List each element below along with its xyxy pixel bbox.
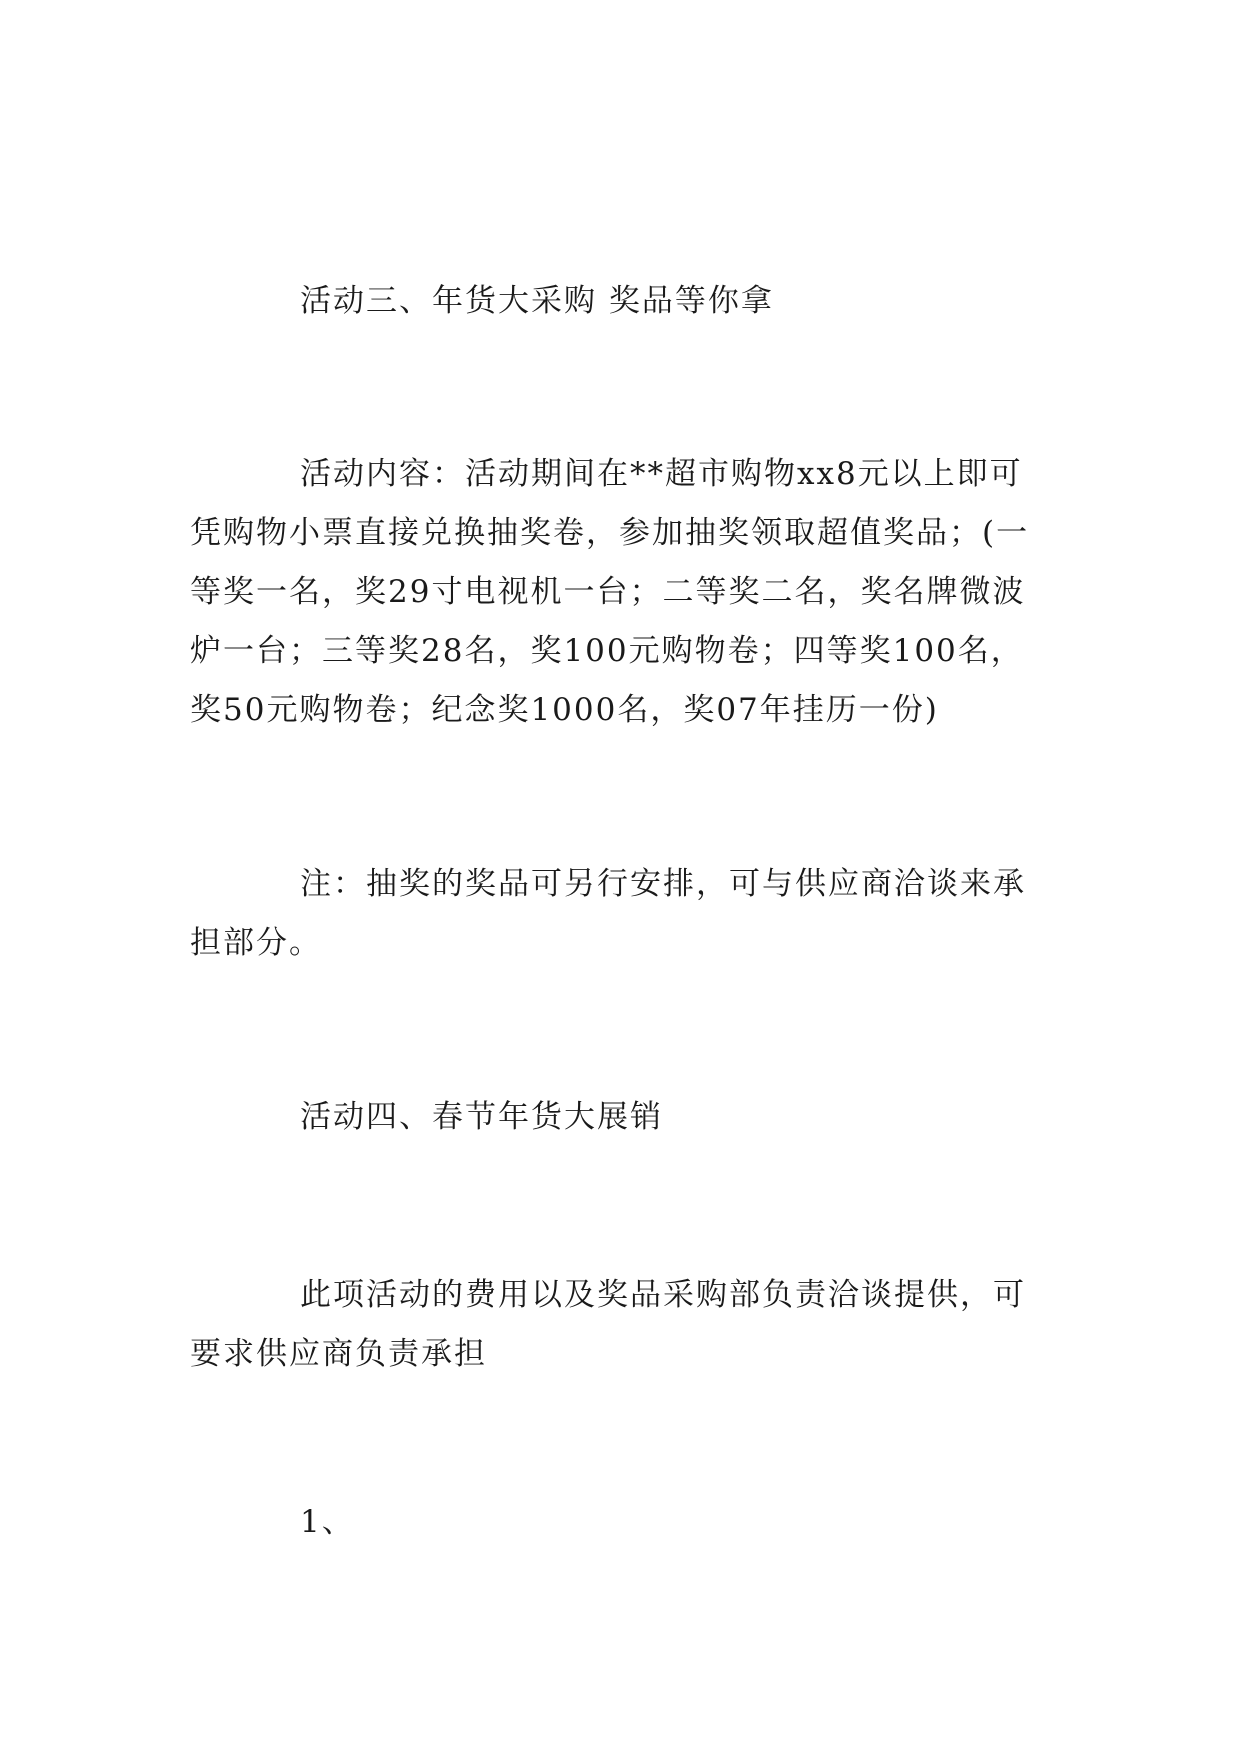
section-heading-activity-3: 活动三、年货大采购 奖品等你拿 <box>300 283 774 319</box>
list-item-number: 1、 <box>300 1504 355 1540</box>
activity-content-paragraph: 活动内容：活动期间在**超市购物xx8元以上即可凭购物小票直接兑换抽奖卷，参加抽奖领取超值奖品；(一等奖一名，奖29寸电视机一台；二等奖二名，奖名牌微波炉一台；三等奖28名，奖100元购物卷；四等奖100名，奖50元购物卷；纪念奖1000名，奖07年挂历一份) <box>190 456 1030 728</box>
cost-paragraph: 此项活动的费用以及奖品采购部负责洽谈提供，可要求供应商负责承担 <box>190 1277 1026 1372</box>
note-paragraph: 注：抽奖的奖品可另行安排，可与供应商洽谈来承担部分。 <box>190 866 1026 961</box>
section-heading-activity-4: 活动四、春节年货大展销 <box>300 1099 663 1135</box>
